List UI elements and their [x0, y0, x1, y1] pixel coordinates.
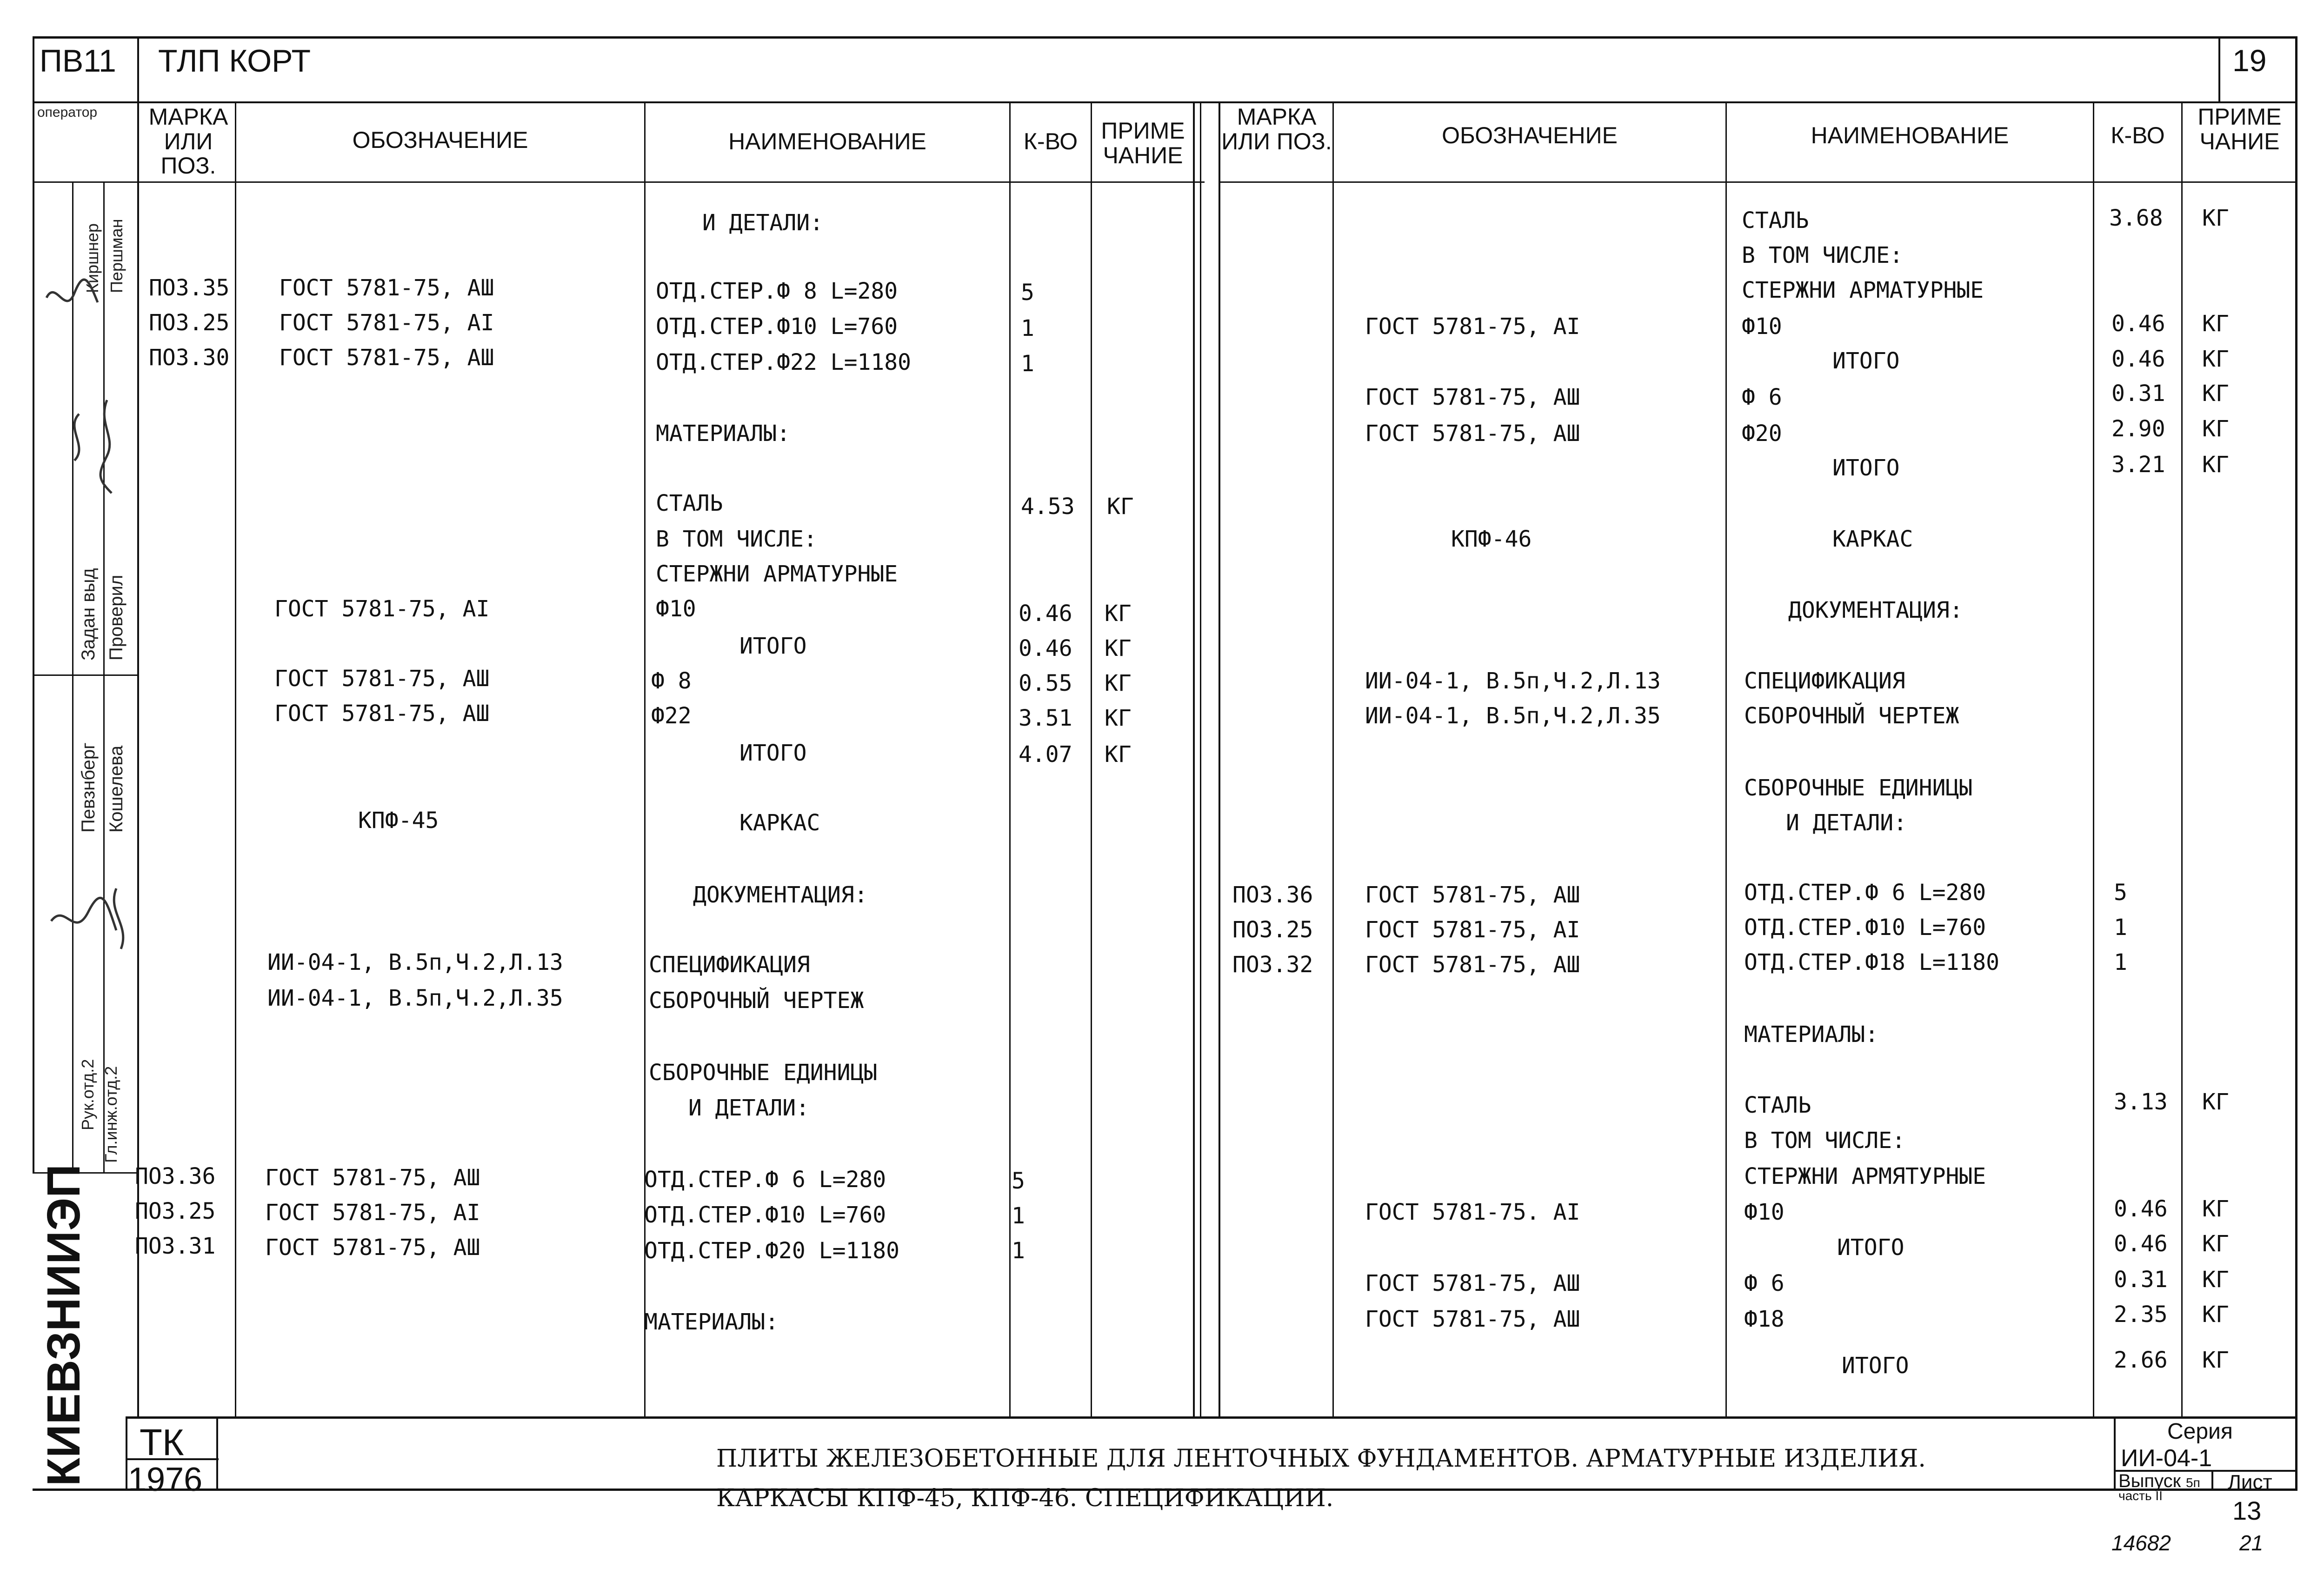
left-row-17-name: СБОРОЧНЫЕ ЕДИНИЦЫ: [649, 1060, 878, 1086]
right-row-5-des: ГОСТ 5781-75, АШ: [1365, 384, 1580, 410]
right-row-0-name: СТАЛЬ: [1742, 207, 1809, 234]
stamp-name-mid-0: Певзнберг: [78, 742, 99, 833]
left-row-15-name: СПЕЦИФИКАЦИЯ: [649, 952, 810, 978]
left-row-10-note: КГ: [1105, 670, 1132, 696]
right-row-3-qty: 0.46: [2111, 311, 2165, 337]
stamp-role-0: Задан выд: [78, 568, 99, 661]
col-mark-left: МАРКА ИЛИ ПОЗ.: [148, 104, 228, 179]
right-row-23-qty: 0.31: [2114, 1267, 2168, 1293]
left-row-8-note: КГ: [1105, 601, 1132, 627]
right-row-16-qty: 1: [2114, 949, 2127, 975]
right-row-15-des: ГОСТ 5781-75, АI: [1365, 917, 1580, 943]
right-row-18-name: СТАЛЬ: [1744, 1092, 1811, 1118]
left-row-2-pos: ПОЗ.25: [149, 310, 230, 336]
year-label: 1976: [128, 1461, 203, 1498]
stamp-role-1: Проверил: [106, 574, 127, 661]
right-row-3-note: КГ: [2202, 311, 2229, 337]
right-row-21-des: ГОСТ 5781-75. АI: [1365, 1199, 1580, 1225]
left-row-6-name: В ТОМ ЧИСЛЕ:: [656, 526, 817, 552]
left-row-2-name: ОТД.СТЕР.Ф10 L=760: [656, 314, 898, 340]
left-row-1-name: ОТД.СТЕР.Ф 8 L=280: [656, 278, 898, 304]
right-row-6-qty: 2.90: [2111, 416, 2165, 442]
left-row-10-name: Ф 8: [651, 668, 692, 694]
right-row-2-name: СТЕРЖНИ АРМАТУРНЫЕ: [1742, 277, 1984, 303]
left-row-20-name: ОТД.СТЕР.Ф10 L=760: [644, 1202, 886, 1228]
right-row-7-qty: 3.21: [2111, 452, 2165, 478]
right-row-14-name: ОТД.СТЕР.Ф 6 L=280: [1744, 880, 1986, 906]
left-row-16-name: СБОРОЧНЫЙ ЧЕРТЕЖ: [649, 988, 864, 1014]
left-row-20-des: ГОСТ 5781-75, АI: [265, 1200, 480, 1226]
left-row-21-pos: ПОЗ.31: [135, 1233, 216, 1259]
col-note-left: ПРИМЕ ЧАНИЕ: [1101, 118, 1185, 168]
right-row-11-des: ИИ-04-1, В.5п,Ч.2,Л.35: [1365, 703, 1661, 729]
stamp-role-bottom-1: Гл.инж.отд.2: [101, 1066, 120, 1163]
right-row-1-name: В ТОМ ЧИСЛЕ:: [1742, 242, 1903, 268]
right-row-0-note: КГ: [2202, 205, 2229, 231]
footer-number-2: 21: [2239, 1531, 2264, 1555]
right-row-14-pos: ПОЗ.36: [1232, 882, 1313, 908]
right-row-9-name: ДОКУМЕНТАЦИЯ:: [1788, 597, 1963, 623]
left-row-8-des: ГОСТ 5781-75, АI: [274, 596, 490, 622]
right-row-23-name: Ф 6: [1744, 1270, 1785, 1296]
right-row-22-qty: 0.46: [2114, 1231, 2168, 1257]
col-name-right: НАИМЕНОВАНИЕ: [1811, 122, 2009, 148]
right-row-0-qty: 3.68: [2109, 205, 2163, 231]
left-row-19-name: ОТД.СТЕР.Ф 6 L=280: [644, 1167, 886, 1193]
left-row-3-pos: ПОЗ.30: [149, 345, 230, 371]
sheet-label: Лист: [2228, 1471, 2272, 1494]
left-row-4-name: МАТЕРИАЛЫ:: [656, 421, 790, 447]
left-row-15-des: ИИ-04-1, В.5п,Ч.2,Л.13: [267, 949, 563, 975]
right-row-14-des: ГОСТ 5781-75, АШ: [1365, 882, 1580, 908]
right-row-5-note: КГ: [2202, 380, 2229, 407]
left-row-13-des: КПФ-45: [358, 808, 439, 834]
issue-label: Выпуск: [2118, 1471, 2181, 1491]
left-row-3-name: ОТД.СТЕР.Ф22 L=1180: [656, 349, 912, 375]
right-row-21-note: КГ: [2202, 1196, 2229, 1222]
right-row-10-des: ИИ-04-1, В.5п,Ч.2,Л.13: [1365, 668, 1661, 694]
right-row-23-des: ГОСТ 5781-75, АШ: [1365, 1270, 1580, 1296]
sheet-value: 13: [2232, 1496, 2262, 1525]
right-row-24-des: ГОСТ 5781-75, АШ: [1365, 1306, 1580, 1332]
right-row-25-note: КГ: [2202, 1347, 2229, 1373]
right-row-22-name: ИТОГО: [1837, 1235, 1904, 1261]
left-row-12-note: КГ: [1105, 741, 1132, 768]
right-row-3-name: Ф10: [1742, 314, 1782, 340]
right-row-8-name: КАРКАС: [1832, 526, 1913, 552]
right-row-6-note: КГ: [2202, 416, 2229, 442]
left-row-10-qty: 0.55: [1019, 670, 1072, 696]
right-row-18-note: КГ: [2202, 1089, 2229, 1115]
left-row-9-qty: 0.46: [1019, 635, 1072, 661]
right-row-22-note: КГ: [2202, 1231, 2229, 1257]
right-row-5-qty: 0.31: [2111, 380, 2165, 407]
left-row-7-name: СТЕРЖНИ АРМАТУРНЫЕ: [656, 561, 898, 587]
left-row-11-qty: 3.51: [1019, 705, 1072, 731]
left-row-8-qty: 0.46: [1019, 601, 1072, 627]
page-corner-number: 19: [2232, 43, 2267, 78]
right-row-15-qty: 1: [2114, 914, 2127, 941]
title-line-1: ПЛИТЫ ЖЕЛЕЗОБЕТОННЫЕ ДЛЯ ЛЕНТОЧНЫХ ФУНДАМЕНТОВ. АРМАТУРНЫЕ ИЗДЕЛИЯ.: [716, 1445, 1926, 1473]
col-designation-left: ОБОЗНАЧЕНИЕ: [352, 127, 528, 153]
col-qty-right: К-ВО: [2111, 122, 2165, 148]
left-row-13-name: КАРКАС: [739, 810, 820, 836]
right-row-8-des: КПФ-46: [1451, 526, 1532, 552]
left-row-12-qty: 4.07: [1019, 741, 1072, 768]
part-label: часть II: [2118, 1489, 2163, 1503]
col-designation-right: ОБОЗНАЧЕНИЕ: [1442, 122, 1618, 148]
series-value: ИИ-04-1: [2121, 1445, 2212, 1472]
tk-label: ТК: [140, 1422, 184, 1463]
right-row-12-name: СБОРОЧНЫЕ ЕДИНИЦЫ: [1744, 775, 1973, 801]
stamp-role-bottom-0: Рук.отд.2: [78, 1059, 97, 1130]
right-row-25-name: ИТОГО: [1842, 1353, 1909, 1379]
signature-marks: [37, 260, 140, 1144]
right-row-11-name: СБОРОЧНЫЙ ЧЕРТЕЖ: [1744, 703, 1959, 729]
footer-number-1: 14682: [2111, 1531, 2171, 1555]
right-row-6-name: Ф20: [1742, 421, 1782, 447]
col-note-right: ПРИМЕ ЧАНИЕ: [2197, 104, 2282, 154]
institute-name: КИЕВЗНИИЭП: [38, 1164, 90, 1486]
left-row-19-qty: 5: [1012, 1168, 1025, 1194]
right-row-6-des: ГОСТ 5781-75, АШ: [1365, 421, 1580, 447]
left-row-3-qty: 1: [1021, 351, 1034, 377]
series-label: Серия: [2167, 1419, 2233, 1444]
right-row-3-des: ГОСТ 5781-75, АI: [1365, 314, 1580, 340]
left-row-8-name: Ф10: [656, 596, 696, 622]
left-row-5-name: СТАЛЬ: [656, 490, 723, 516]
right-row-5-name: Ф 6: [1742, 384, 1782, 410]
left-row-19-pos: ПОЗ.36: [135, 1163, 216, 1189]
col-mark-right: МАРКА ИЛИ ПОЗ.: [1221, 104, 1332, 154]
right-row-15-pos: ПОЗ.25: [1232, 917, 1313, 943]
right-row-24-name: Ф18: [1744, 1306, 1785, 1332]
left-row-20-pos: ПОЗ.25: [135, 1198, 216, 1224]
right-row-4-qty: 0.46: [2111, 346, 2165, 372]
right-row-4-note: КГ: [2202, 346, 2229, 372]
organization-name: ТЛП КОРТ: [158, 43, 311, 79]
left-row-1-pos: ПОЗ.35: [149, 275, 230, 301]
right-row-16-pos: ПОЗ.32: [1232, 952, 1313, 978]
right-row-18-qty: 3.13: [2114, 1089, 2168, 1115]
left-row-11-des: ГОСТ 5781-75, АШ: [274, 701, 490, 727]
left-row-11-note: КГ: [1105, 705, 1132, 731]
right-row-23-note: КГ: [2202, 1267, 2229, 1293]
left-row-9-note: КГ: [1105, 635, 1132, 661]
title-line-2: КАРКАСЫ КПФ-45, КПФ-46. СПЕЦИФИКАЦИИ.: [716, 1484, 1334, 1512]
right-row-4-name: ИТОГО: [1832, 348, 1900, 374]
right-row-17-name: МАТЕРИАЛЫ:: [1744, 1021, 1878, 1048]
left-row-11-name: Ф22: [651, 703, 692, 729]
left-row-2-qty: 1: [1021, 315, 1034, 341]
right-row-20-name: СТЕРЖНИ АРМЯТУРНЫЕ: [1744, 1163, 1986, 1189]
stamp-name-top-0: Киршнер: [83, 223, 102, 293]
right-row-24-note: КГ: [2202, 1302, 2229, 1328]
right-row-25-qty: 2.66: [2114, 1347, 2168, 1373]
left-row-22-name: МАТЕРИАЛЫ:: [644, 1309, 779, 1335]
right-row-14-qty: 5: [2114, 880, 2127, 906]
right-row-21-name: Ф10: [1744, 1199, 1785, 1225]
right-row-15-name: ОТД.СТЕР.Ф10 L=760: [1744, 914, 1986, 941]
left-row-1-qty: 5: [1021, 280, 1034, 306]
left-row-14-name: ДОКУМЕНТАЦИЯ:: [693, 882, 868, 908]
left-row-21-name: ОТД.СТЕР.Ф20 L=1180: [644, 1238, 900, 1264]
stamp-operator: оператор: [37, 105, 98, 120]
right-row-19-name: В ТОМ ЧИСЛЕ:: [1744, 1128, 1905, 1154]
left-row-5-note: КГ: [1107, 494, 1134, 520]
left-row-18-name: И ДЕТАЛИ:: [688, 1095, 810, 1121]
col-qty-left: К-ВО: [1023, 128, 1078, 154]
sheet-code: ПВ11: [40, 43, 116, 79]
left-row-3-des: ГОСТ 5781-75, АШ: [279, 345, 494, 371]
issue-value: 5п: [2186, 1475, 2200, 1490]
left-row-10-des: ГОСТ 5781-75, АШ: [274, 666, 490, 692]
right-row-13-name: И ДЕТАЛИ:: [1786, 810, 1907, 836]
stamp-name-mid-1: Кошелева: [106, 745, 127, 833]
right-row-21-qty: 0.46: [2114, 1196, 2168, 1222]
right-row-24-qty: 2.35: [2114, 1302, 2168, 1328]
left-row-5-qty: 4.53: [1021, 494, 1075, 520]
left-row-12-name: ИТОГО: [739, 740, 807, 766]
left-row-20-qty: 1: [1012, 1203, 1025, 1229]
stamp-name-top-1: Першман: [107, 219, 126, 293]
left-row-21-qty: 1: [1012, 1238, 1025, 1264]
left-row-21-des: ГОСТ 5781-75, АШ: [265, 1235, 480, 1261]
right-row-16-des: ГОСТ 5781-75, АШ: [1365, 952, 1580, 978]
right-row-10-name: СПЕЦИФИКАЦИЯ: [1744, 668, 1905, 694]
col-name-left: НАИМЕНОВАНИЕ: [728, 128, 926, 154]
left-row-9-name: ИТОГО: [739, 633, 807, 659]
right-row-7-name: ИТОГО: [1832, 455, 1900, 481]
left-row-1-des: ГОСТ 5781-75, АШ: [279, 275, 494, 301]
left-row-2-des: ГОСТ 5781-75, АI: [279, 310, 494, 336]
right-row-16-name: ОТД.СТЕР.Ф18 L=1180: [1744, 949, 2000, 975]
left-row-16-des: ИИ-04-1, В.5п,Ч.2,Л.35: [267, 985, 563, 1011]
right-row-7-note: КГ: [2202, 452, 2229, 478]
left-row-0-name: И ДЕТАЛИ:: [702, 210, 824, 236]
left-row-19-des: ГОСТ 5781-75, АШ: [265, 1165, 480, 1191]
